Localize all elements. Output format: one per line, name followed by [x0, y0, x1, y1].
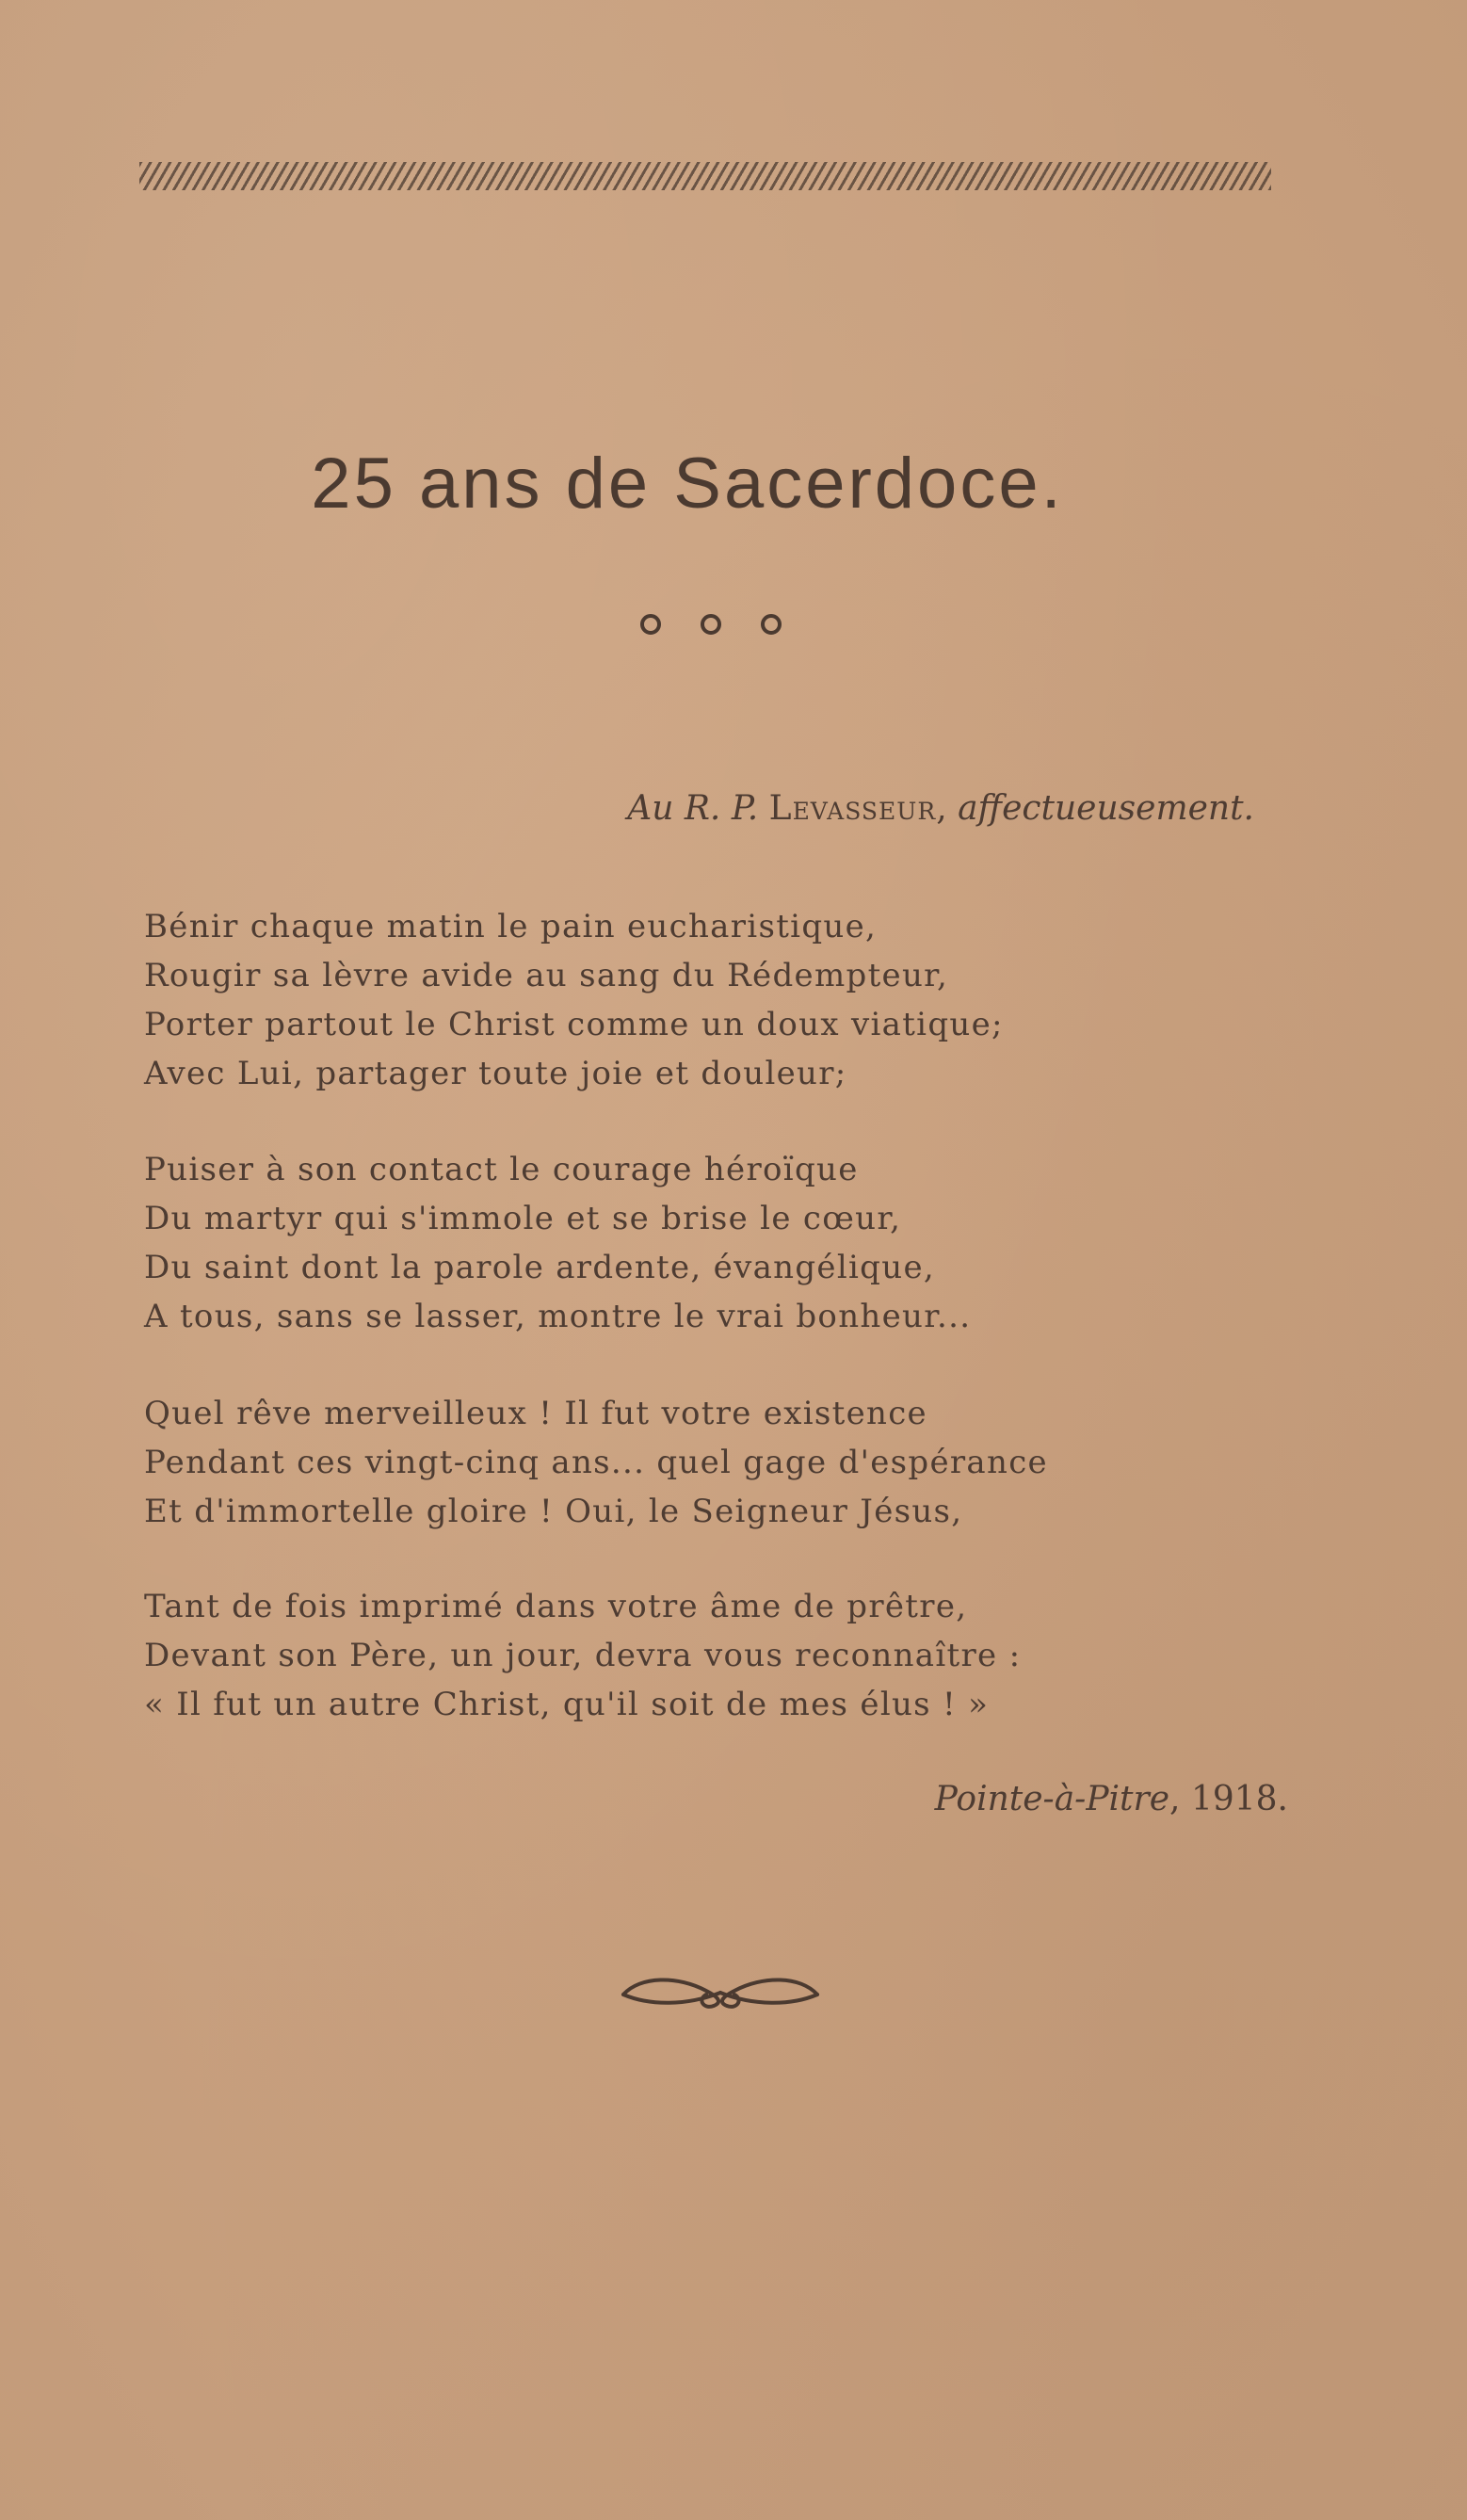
poem-line: Quel rêve merveilleux ! Il fut votre existence	[144, 1395, 927, 1432]
poem-line: Tant de fois imprimé dans votre âme de prêtre,	[144, 1588, 968, 1625]
dedication-name: Levasseur	[768, 789, 937, 828]
dedication-suffix: affectueusement.	[958, 789, 1254, 828]
stanza-2	[144, 1145, 1236, 1341]
circle-ornament	[701, 614, 721, 635]
stanza-1	[144, 902, 1236, 1098]
poem-line: « Il fut un autre Christ, qu'il soit de mes élus ! »	[144, 1686, 990, 1723]
signature-year: 1918.	[1190, 1780, 1288, 1818]
poem-line: Avec Lui, partager toute joie et douleur;	[144, 1055, 847, 1092]
three-circles-ornament	[640, 614, 782, 635]
dedication	[627, 789, 1254, 828]
poem-line: Du martyr qui s'immole et se brise le cœur,	[144, 1200, 902, 1237]
poem-line: Bénir chaque matin le pain eucharistique,	[144, 908, 878, 945]
stanza-4	[144, 1582, 1236, 1729]
stanza-3	[144, 1389, 1236, 1536]
scroll-flourish-ornament	[612, 1968, 829, 2015]
poem-line: Puiser à son contact le courage héroïque	[144, 1151, 859, 1188]
signature: Pointe-à-Pitre, 1918.	[934, 1780, 1288, 1818]
poem-line: Pendant ces vingt-cinq ans... quel gage d'espérance	[144, 1444, 1048, 1481]
poem-line: A tous, sans se lasser, montre le vrai bonheur...	[144, 1298, 972, 1335]
poem-line: Du saint dont la parole ardente, évangélique,	[144, 1249, 935, 1286]
circle-ornament	[761, 614, 782, 635]
poem-line: Devant son Père, un jour, devra vous reconnaître :	[144, 1637, 1022, 1674]
hatched-border-ornament	[139, 162, 1271, 190]
circle-ornament	[640, 614, 661, 635]
dedication-prefix: Au R. P.	[627, 789, 759, 828]
dedication-separator: ,	[936, 789, 947, 828]
signature-place: Pointe-à-Pitre	[934, 1780, 1170, 1818]
poem-line: Porter partout le Christ comme un doux viatique;	[144, 1006, 1004, 1043]
poem-line: Rougir sa lèvre avide au sang du Rédempteur,	[144, 957, 949, 994]
poem-line: Et d'immortelle gloire ! Oui, le Seigneur Jésus,	[144, 1493, 963, 1530]
poem-title: 25 ans de Sacerdoce.	[311, 444, 1064, 524]
